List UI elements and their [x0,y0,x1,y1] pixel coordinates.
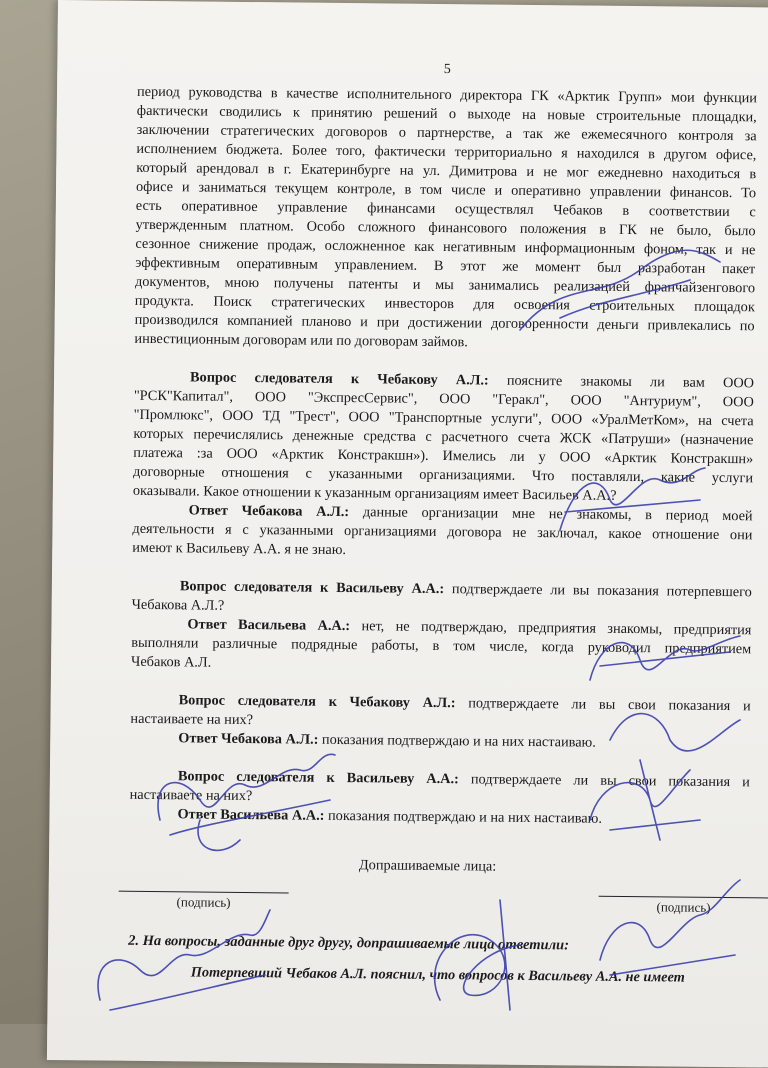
signature-block [128,855,749,931]
text-line: платежа :за ООО «Арктик Констракшн»). Имелись ли у ООО «Арктик Констракшн» [133,444,754,468]
text-line: имеют к Васильеву А.А. я не знаю. [132,539,347,559]
text-line: Чебакова А.Л.? [131,596,225,614]
text-line: есть оперативное управление финансами осуществлял Чебаков в соответствии с [135,197,756,221]
text-line: утвержденным платном. Особо сложного финансового положения в ГК не было, было [135,216,756,240]
section-2-heading [128,933,748,956]
page-number: 5 [443,62,451,78]
signature-line-left [118,891,288,912]
signature-caption: (подпись) [176,894,231,910]
document-content [128,59,758,987]
signature-line-right [598,896,768,917]
section-2-statement: Потерпевший Чебаков А.Л. пояснил, что вопросов к Васильеву А.А. не имеет [190,964,685,986]
text-line: продукта. Поиск стратегических инвесторов для освоения строительных площадок [134,292,755,316]
intro-paragraph [134,83,757,355]
text-line: производился компанией планово и при достижении договоренности деньги привлекались по [134,311,755,335]
text-line: заключении стратегических договоров о партнерстве, а так же ежемесячного контроля за [136,121,757,145]
text-line: договорные отношения с указанными организациями. Что поставляли, какие услуги [132,463,754,487]
answer-2 [131,615,752,678]
question-text: подтверждаете ли вы показания потерпевшего [444,581,752,601]
text-line: выполняли различные подрядные работы, в том числе, когда руководил предприятием [131,634,752,658]
text-line: Чебаков А.Л. [130,653,212,671]
question-label: Вопрос следователя к Васильеву А.А.: [177,768,459,788]
section-number: 2. [128,932,140,949]
text-line: настаиваете на них? [130,710,254,729]
question-3 [130,691,751,754]
question-2 [132,577,752,621]
question-4 [129,767,750,830]
text-line: которых перечислялись денежные средства с расчетного счета ЖСК «Патруши» (назначение [133,425,754,449]
answer-text: показания подтверждаю и на них настаиваю. [318,731,596,751]
text-line: сезонное снижение продаж, осложненное как негативным информационным фоном, так и не [135,235,756,259]
text-line: инвестиционным договорам или по договорам займов. [134,330,468,351]
answer-text: нет, не подтверждаю, предприятия знакомы, предприятия [350,618,752,639]
answer-label: Ответ Васильева А.А.: [187,616,351,635]
question-text: поясните знакомы ли вам ООО [488,372,755,392]
answer-text: показания подтверждаю и на них настаиваю. [324,807,603,827]
answer-text: данные организации мне не знакомы, в период моей [349,504,753,525]
signatories-label: Допрашиваемые лица: [358,857,497,875]
text-line: документов, мною получены патенты и мы занимались реализацией франчайзенгового [134,273,756,297]
answer-label: Ответ Чебакова А.Л.: [178,730,319,748]
text-line: "РСК"Капитал", ООО "ЭкспресСервис", ООО "Геракл", ООО "Антуриум", ООО [133,387,754,411]
text-line: оказывали. Какое отношении к указанным организациям имеет Васильев А.А.? [132,482,617,504]
answer-1 [132,501,753,564]
text-line: "Промлюкс", ООО ТД "Трест", ООО "Транспортные услуги", ООО «УралМетКом», на счета [133,406,754,430]
document-page [47,0,768,1068]
question-label: Вопрос следователя к Чебакову А.Л.: [189,369,489,389]
text-line: деятельности я с указанными организациями договора не заключал, какое отношение они [132,520,753,544]
question-text: подтверждаете ли вы свои показания и [455,695,751,715]
text-line: исполнением бюджета. Более того, фактически территориально я находился в другом офисе, [136,140,757,164]
text-line: фактически сводились к принятию решений о выходе на новые строительные площадки, [136,102,757,126]
text-line: настаиваете на них? [129,786,253,805]
question-text: подтверждаете ли вы свои показания и [458,771,750,791]
question-label: Вопрос следователя к Чебакову А.Л.: [178,692,456,712]
text-line: который арендовал в г. Екатеринбурге на ул. Димитрова и не мог ежедневно находиться в [136,159,757,183]
answer-label: Ответ Чебакова А.Л.: [188,502,350,521]
section-heading-text: На вопросы, заданные друг другу, допрашиваемые лица ответили: [142,932,570,954]
question-label: Вопрос следователя к Васильеву А.А.: [179,578,445,598]
text-line: период руководства в качестве исполнительного директора ГК «Арктик Групп» мои функции [136,83,758,107]
signature-caption: (подпись) [656,899,711,915]
text-line: эффективным оперативным управлением. В этот же момент был разработан пакет [135,254,756,278]
text-line: офисе и заниматься текущем контроле, в том числе и оперативно управлении финансов. То [135,178,757,202]
question-1 [133,368,754,507]
answer-label: Ответ Васильева А.А.: [177,806,325,824]
